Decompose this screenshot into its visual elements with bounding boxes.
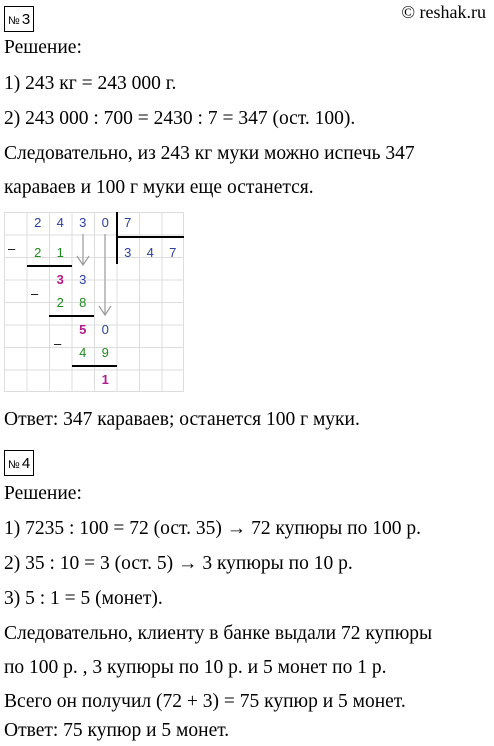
minus-sign: – [54,336,62,351]
task-number: 3 [21,11,31,28]
subtrahend-digit: 2 [56,295,64,310]
quotient-digit: 3 [124,245,132,260]
task-number-badge-3 [4,6,34,32]
quotient-digit: 4 [146,245,154,260]
subtrahend-digit: 1 [56,245,64,260]
quotient-digit: 7 [169,245,177,260]
conclusion-line-3: Всего он получил (72 + 3) = 75 купюр и 5 монет. [4,691,406,712]
solution-step-2: 2) 243 000 : 700 = 2430 : 7 = 347 (ост. 100). [4,108,356,129]
dividend-digit: 3 [79,215,87,230]
solution-step-3: 3) 5 : 1 = 5 (монет). [4,588,163,609]
number-sign: № [8,15,20,27]
solution-label: Решение: [4,37,82,58]
remainder-digit: 5 [79,322,87,337]
task-number: 4 [21,455,31,472]
minus-sign: – [8,241,16,256]
remainder-digit: 3 [56,272,64,287]
subtrahend-digit: 4 [79,345,87,360]
task-number-badge-4 [4,450,34,476]
solution-label: Решение: [4,483,82,504]
dividend-digit: 0 [101,215,109,230]
conclusion-line-2: караваев и 100 г муки еще останется. [4,177,314,198]
brought-down-digit: 0 [101,322,109,337]
solution-step-2: 2) 35 : 10 = 3 (ост. 5) → 3 купюры по 10 р. [4,553,353,574]
dividend-digit: 2 [34,215,42,230]
number-sign: № [8,459,20,471]
conclusion-line-1: Следовательно, из 243 кг муки можно испечь 347 [4,143,415,164]
answer-task-4: Ответ: 75 купюр и 5 монет. [4,720,230,741]
solution-step-1: 1) 7235 : 100 = 72 (ост. 35) → 72 купюры по 100 р. [4,518,421,539]
conclusion-line-1: Следовательно, клиенту в банке выдали 72 купюры [4,623,433,644]
divisor-digit: 7 [124,215,132,230]
site-brand: © reshak.ru [401,2,486,22]
minus-sign: – [31,286,39,301]
brought-down-digit: 3 [79,272,87,287]
subtrahend-digit: 9 [101,345,109,360]
solution-step-1: 1) 243 кг = 243 000 г. [4,73,177,94]
long-division-grid [4,212,184,392]
subtrahend-digit: 8 [79,295,87,310]
answer-task-3: Ответ: 347 караваев; останется 100 г муки. [4,409,360,430]
final-remainder-digit: 1 [101,372,109,387]
subtrahend-digit: 2 [34,245,42,260]
dividend-digit: 4 [56,215,64,230]
bring-down-arrows-icon [4,212,184,392]
conclusion-line-2: по 100 р. , 3 купюры по 10 р. и 5 монет по 1 р. [4,657,387,678]
